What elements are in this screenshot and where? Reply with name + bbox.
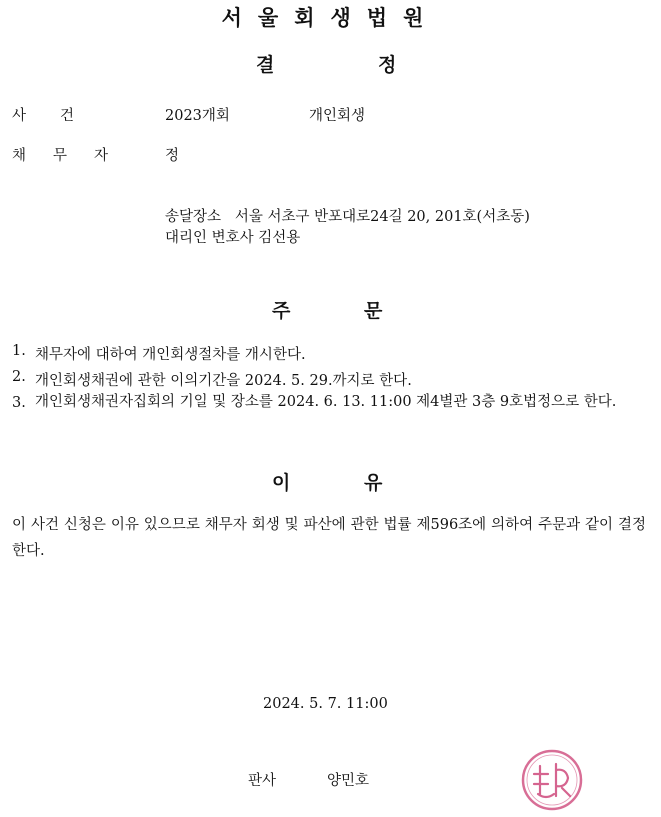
order-item-number: 2.	[12, 369, 26, 385]
doc-title-left: 결	[256, 54, 275, 76]
order-item-number: 1.	[12, 343, 26, 359]
order-heading-right: 문	[364, 300, 383, 322]
reason-text: 이 사건 신청은 이유 있으므로 채무자 회생 및 파산에 관한 법률 제596조에 의하여 주문과 같이 결정한다.	[12, 517, 646, 559]
representative-row	[165, 226, 300, 247]
order-item-text: 개인회생채권자집회의 기일 및 장소를 2024. 6. 13. 11:00 제4별관 3층 9호법정으로 한다.	[35, 394, 617, 410]
decision-datetime: 2024. 5. 7. 11:00	[263, 696, 388, 712]
judge-seal-icon	[520, 748, 584, 812]
representative-name: 김선용	[258, 230, 301, 246]
doc-title-right: 정	[378, 54, 397, 76]
order-heading-left: 주	[272, 300, 291, 322]
representative-label: 대리인 변호사	[165, 230, 254, 246]
judge-name: 양민호	[327, 773, 370, 789]
order-item-text: 개인회생채권에 관한 이의기간을 2024. 5. 29.까지로 한다.	[35, 373, 412, 389]
service-address-value: 서울 서초구 반포대로24길 20, 201호(서초동)	[234, 209, 530, 225]
service-address-label: 송달장소	[165, 209, 222, 225]
judge-title: 판사	[248, 773, 277, 789]
case-label: 사건	[12, 108, 109, 124]
order-item-number: 3.	[12, 395, 26, 411]
court-name: 서울회생법원	[221, 6, 440, 30]
order-item-text: 채무자에 대하여 개인회생절차를 개시한다.	[35, 347, 306, 363]
debtor-label: 채무자	[12, 148, 136, 164]
reason-heading-left: 이	[272, 472, 291, 494]
service-address-row	[165, 205, 530, 226]
debtor-name: 정	[165, 148, 180, 164]
case-type: 개인회생	[309, 108, 366, 124]
case-number: 2023개회	[165, 108, 230, 124]
reason-heading-right: 유	[364, 472, 383, 494]
